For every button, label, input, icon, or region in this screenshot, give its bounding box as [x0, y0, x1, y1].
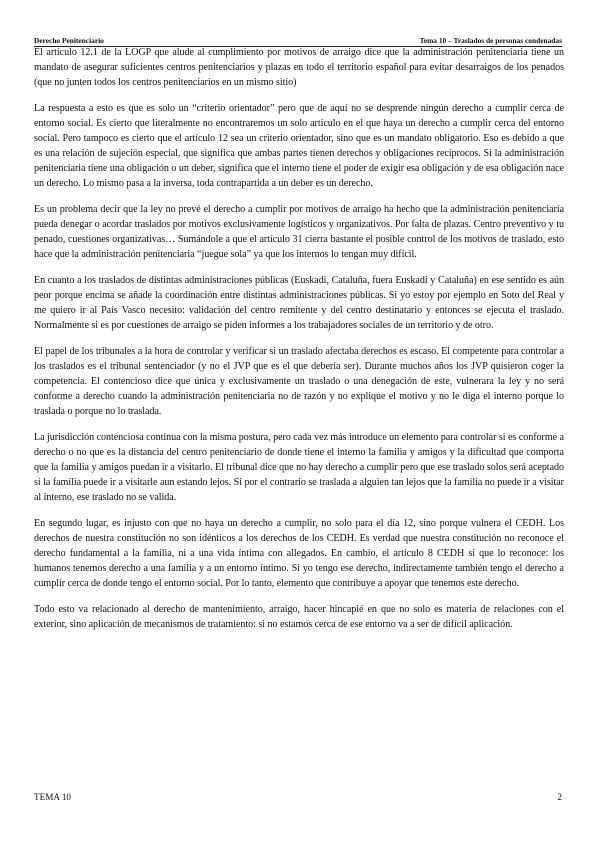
paragraph: En segundo lugar, es injusto con que no haya un derecho a cumplir, no solo para el día 12, sino porque vulnera el CEDH. Los derechos de nuestra constitución no son idénticos a los derechos de los CEDH. Es verdad que nuestra constitución no reconoce el derecho fundamental a la familia, ni a una vida íntima con allegados. En cambio, el artículo 8 CEDH sí que lo reconoce: los humanos tenemos derecho a una familia y a un entorno íntimo. Si yo tengo ese derecho, indirectamente también tengo el derecho a cumplir cerca de donde tengo el entorno social. Por lo tanto, elemento que contribuye a apoyar que tenemos este derecho.	[34, 517, 564, 589]
document-body	[34, 45, 564, 642]
header-topic: Tema 10 – Traslados de personas condenadas	[419, 36, 562, 45]
paragraph: El papel de los tribunales a la hora de controlar y verificar si un traslado afectaba derechos es escaso. El competente para controlar a los traslados es el tribunal sentenciador (y no el JVP que es el que debería ser). Durante muchos años los JVP quisieron coger la competencia. El contencioso dice que única y exclusivamente un traslado o una denegación de este, vulnerara la ley y no será conforme a derecho cuando la administración penitenciaria no de razón y no explique el motivo y no le diga el interno porque lo traslada o porque no lo traslada.	[34, 345, 564, 417]
paragraph: Es un problema decir que la ley no prevé el derecho a cumplir por motivos de arraigo ha hecho que la administración penitenciaria pueda denegar o acordar traslados por motivos exclusivamente logísticos y organizativos. Por falta de plazas. Centro preventivo y tu penado, cuestiones organizativas… Sumándole a que el artículo 31 cierra bastante el posible control de los motivos de traslado, esto hace que la administración penitenciaria “juegue sola” ya que los internos lo tengan muy difícil.	[34, 203, 564, 261]
page-number: 2	[557, 792, 562, 802]
page-footer	[34, 792, 562, 802]
paragraph: Todo esto va relacionado al derecho de mantenimiento, arraigo, hacer hincapié en que no solo es materia de relaciones con el exterior, sino aplicación de mecanismos de tratamiento: si no estamos cerca de ese entorno va a ser de difícil aplicación.	[34, 603, 564, 630]
footer-topic: TEMA 10	[34, 792, 72, 802]
paragraph: El artículo 12.1 de la LOGP que alude al cumplimiento por motivos de arraigo dice que la administración penitenciaria tiene un mandato de asegurar suficientes centros penitenciarios y plazas en todo el territorio español para evitar desarraigos de los penados (que no junten todos los centros penitenciarios en un mismo sitio)	[34, 47, 564, 89]
paragraph: La respuesta a esto es que es solo un “criterio orientador” pero que de aquí no se desprende ningún derecho a cumplir cerca de entorno social. Es cierto que literalmente no encontraremos un solo artículo en el que haya un derecho a cumplir cerca del entorno social. Pero tampoco es cierto que el artículo 12 sea un criterio orientador, sino que es un mandato obligatorio. Eso es debido a que es una relación de sujeción especial, que significa que ambas partes tienen derechos y obligaciones recíprocos. Si la administración penitenciaria tiene una obligación o un deber, significa que el interno tiene el poder de exigir esa obligación y de esa obligación nace un derecho. Lo mismo pasa a la inversa, toda contrapartida a un deber es un derecho.	[34, 102, 564, 190]
paragraph: La jurisdicción contenciosa continua con la misma postura, pero cada vez más introduce un elemento para controlar si es conforme a derecho o no que es la distancia del centro penitenciario de donde tiene el interno la familia y amigos y la dificultad que comporta que la familia y amigos puedan ir a visitarlo. El tribunal dice que no hay derecho a cumplir pero que ese traslado solos será aceptado si la familia puede ir a visitarle aun estando lejos. Si por el contrario se traslada a alguien tan lejos que la familia no puede ir a visitar al interno, ese traslado no se valida.	[34, 431, 564, 503]
paragraph: En cuanto a los traslados de distintas administraciones públicas (Euskadi, Cataluña, fuera Euskadi y Cataluña) en ese sentido es aún peor porque encima se añade la coordinación entre distintas administraciones públicas. Si yo estoy por ejemplo en Soto del Real y me quiero ir al País Vasco necesito: validación del centro remitente y del centro destinatario y entonces se ejecuta el traslado. Normalmente si es por cuestiones de arraigo se piden informes a los trabajadores sociales de un territorio y de otro.	[34, 274, 564, 331]
header-subject: Derecho Penitenciario	[34, 36, 104, 45]
